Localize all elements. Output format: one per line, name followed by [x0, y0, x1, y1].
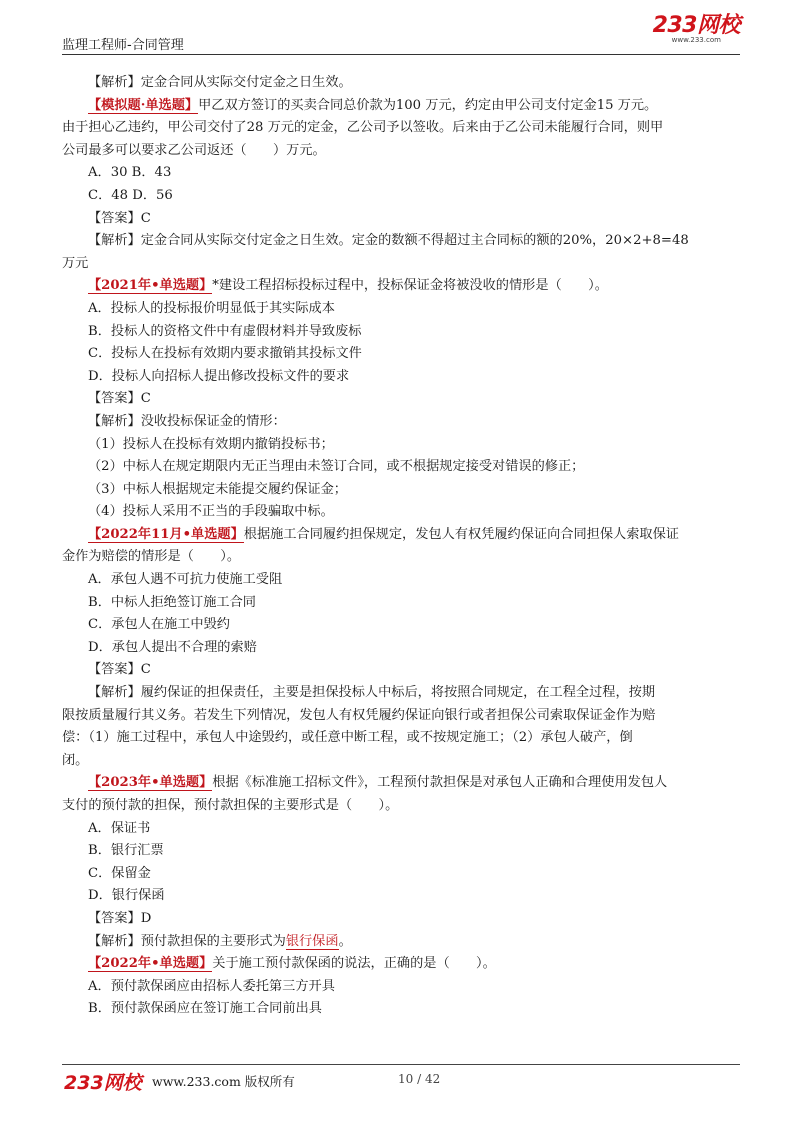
- document-line: [62, 953, 740, 976]
- line-text: 金作为赔偿的情形是（ ）。: [62, 549, 241, 565]
- document-line: [62, 343, 740, 366]
- line-text: （1）投标人在投标有效期内撤销投标书；: [88, 436, 334, 452]
- line-text: C．48 D．56: [88, 187, 173, 203]
- document-line: [62, 275, 740, 298]
- line-text: B．中标人拒绝签订施工合同: [88, 594, 256, 610]
- document-line: [62, 321, 740, 344]
- line-text: 【解析】定金合同从实际交付定金之日生效。定金的数额不得超过主合同标的额的20%，20×2+8=48: [88, 233, 689, 249]
- document-line: [62, 795, 740, 818]
- line-text: D．投标人向招标人提出修改投标文件的要求: [88, 368, 350, 384]
- document-line: [62, 569, 740, 592]
- line-text: C．投标人在投标有效期内要求撤销其投标文件: [88, 346, 362, 362]
- document-line: [62, 95, 740, 118]
- line-text: B．预付款保函应在签订施工合同前出具: [88, 1001, 322, 1017]
- document-line: [62, 682, 740, 705]
- document-line: [62, 705, 740, 728]
- document-line: [62, 772, 740, 795]
- line-text: B．银行汇票: [88, 843, 164, 859]
- line-text: 根据施工合同履约担保规定，发包人有权凭履约保证向合同担保人索取保证: [243, 526, 679, 542]
- question-tag: 【模拟题·单选题】: [88, 97, 199, 113]
- brand-logo[interactable]: [653, 14, 740, 45]
- document-line: [62, 931, 740, 954]
- document-line: [62, 162, 740, 185]
- page-footer: [62, 1064, 740, 1094]
- line-text: *建设工程招标投标过程中，投标保证金将被没收的情形是（ ）。: [212, 278, 608, 294]
- document-line: [62, 479, 740, 502]
- line-text: 甲乙双方签订的买卖合同总价款为100 万元，约定由甲公司支付定金15 万元。: [198, 97, 658, 113]
- line-text: （3）中标人根据规定未能提交履约保证金；: [88, 481, 347, 497]
- question-tag: 【2021年•单选题】: [88, 278, 213, 294]
- line-text: 支付的预付款的担保，预付款担保的主要形式是（ ）。: [62, 798, 399, 813]
- line-text: 万元: [62, 255, 89, 271]
- line-text: 【答案】C: [88, 210, 151, 226]
- line-text: 公司最多可以要求乙公司返还（ ）万元。: [62, 142, 326, 158]
- line-text: 【解析】履约保证的担保责任，主要是担保投标人中标后，将按照合同规定，在工程全过程，按期: [88, 685, 656, 701]
- line-text: 根据《标准施工招标文件》，工程预付款担保是对承包人正确和合理使用发包人: [212, 775, 668, 791]
- document-line: [62, 908, 740, 931]
- line-text: 【解析】没收投标保证金的情形：: [88, 413, 286, 429]
- footer-divider: [62, 1064, 740, 1065]
- line-text: 偿：（1）施工过程中，承包人中途毁约，或任意中断工程，或不按规定施工；（2）承包人破产，倒: [62, 730, 633, 746]
- document-line: [62, 411, 740, 434]
- document-line: [62, 637, 740, 660]
- logo-text: 233网校: [652, 13, 740, 38]
- document-line: [62, 614, 740, 637]
- question-tag: 【2022年•单选题】: [88, 956, 213, 972]
- page-header: [62, 14, 740, 56]
- line-text: C．承包人在施工中毁约: [88, 617, 230, 633]
- line-text: A．保证书: [88, 820, 151, 836]
- line-text: 【答案】C: [88, 662, 151, 678]
- document-line: [62, 366, 740, 389]
- document-line: [62, 546, 740, 569]
- header-divider: [62, 54, 740, 55]
- document-line: [62, 253, 740, 276]
- document-line: [62, 456, 740, 479]
- question-tag: 【2023年•单选题】: [88, 775, 213, 791]
- document-line: [62, 185, 740, 208]
- document-line: [62, 524, 740, 547]
- document-line: [62, 863, 740, 886]
- document-line: [62, 750, 740, 773]
- document-line: [62, 230, 740, 253]
- line-text: 关于施工预付款保函的说法，正确的是（ ）。: [212, 956, 496, 972]
- document-line: [62, 727, 740, 750]
- header-title: 监理工程师-合同管理: [62, 38, 184, 53]
- document-line: [62, 208, 740, 231]
- line-text: A．承包人遇不可抗力使施工受阻: [88, 572, 283, 588]
- line-text: B．投标人的资格文件中有虚假材料并导致废标: [88, 323, 362, 339]
- document-line: [62, 998, 740, 1021]
- line-text: C．保留金: [88, 865, 151, 881]
- document-line: [62, 72, 740, 95]
- document-line: [62, 659, 740, 682]
- footer-copyright: www.233.com 版权所有: [152, 1074, 295, 1089]
- footer-logo: 233网校: [64, 1072, 142, 1094]
- line-text: 限按质量履行其义务。若发生下列情况，发包人有权凭履约保证向银行或者担保公司索取保证金作为赔: [62, 707, 656, 723]
- line-text: D．银行保函: [88, 888, 165, 904]
- line-text: 由于担心乙违约，甲公司交付了28 万元的定金，乙公司予以签收。后来由于乙公司未能履行合同，则甲: [62, 120, 664, 136]
- line-text: D．承包人提出不合理的索赔: [88, 639, 257, 655]
- answer-link[interactable]: 银行保函: [285, 933, 339, 949]
- line-text: A．投标人的投标报价明显低于其实际成本: [88, 300, 335, 316]
- document-line: [62, 501, 740, 524]
- document-line: [62, 592, 740, 615]
- line-text: （4）投标人采用不正当的手段骗取中标。: [88, 504, 334, 520]
- line-text-after: 。: [338, 933, 352, 949]
- line-text: A．30 B．43: [88, 165, 172, 181]
- document-line: [62, 885, 740, 908]
- document-line: [62, 140, 740, 163]
- line-text: 【解析】预付款担保的主要形式为: [88, 933, 286, 949]
- page-number: 10 / 42: [398, 1072, 441, 1086]
- document-line: [62, 818, 740, 841]
- line-text: 【解析】定金合同从实际交付定金之日生效。: [88, 75, 352, 90]
- line-text: 【答案】C: [88, 391, 151, 407]
- logo-url: www.233.com: [671, 36, 721, 44]
- line-text: （2）中标人在规定期限内无正当理由未签订合同，或不根据规定接受对错误的修正；: [88, 459, 585, 475]
- document-line: [62, 434, 740, 457]
- document-line: [62, 298, 740, 321]
- line-text: A．预付款保函应由招标人委托第三方开具: [88, 978, 335, 994]
- line-text: 【答案】D: [88, 910, 152, 926]
- document-line: [62, 840, 740, 863]
- document-line: [62, 976, 740, 999]
- document-line: [62, 388, 740, 411]
- question-tag: 【2022年11月•单选题】: [88, 526, 244, 542]
- document-line: [62, 117, 740, 140]
- line-text: 闭。: [62, 752, 89, 768]
- document-body: [62, 72, 740, 1021]
